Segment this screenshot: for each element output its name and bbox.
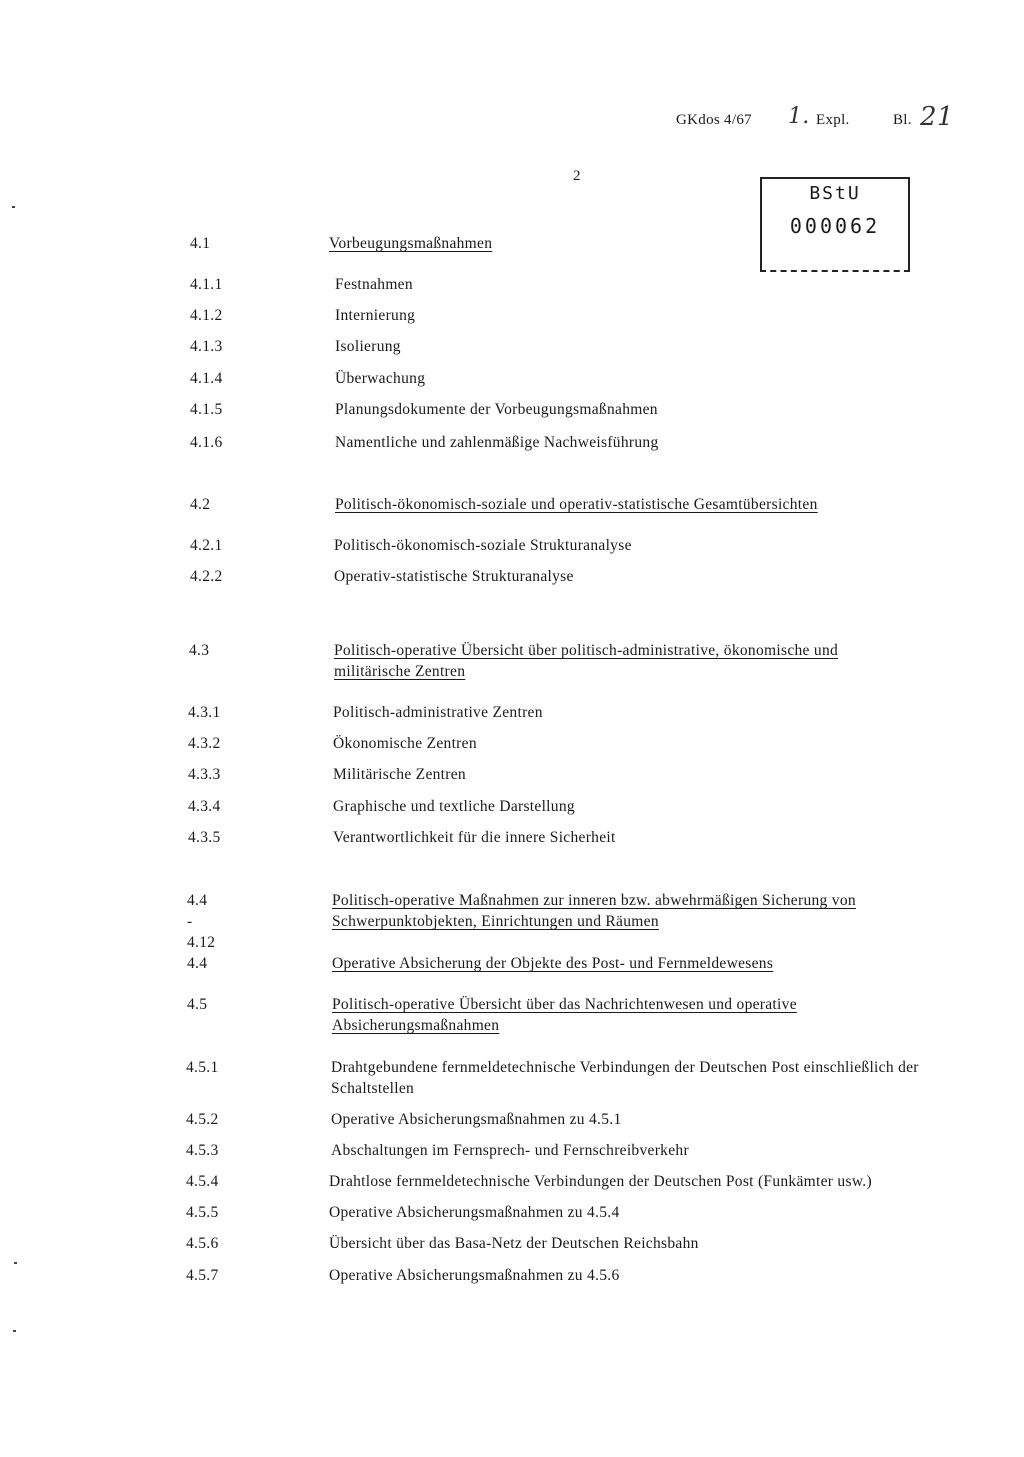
section-number: 4.5.7 — [186, 1267, 219, 1284]
section-number: 4.2.2 — [190, 568, 223, 585]
section-title: Operativ-statistische Strukturanalyse — [334, 568, 574, 585]
page-number: 2 — [573, 168, 581, 184]
section-number: 4.1.1 — [190, 276, 223, 293]
section-number: 4.5.5 — [186, 1204, 219, 1221]
section-number: 4.1.5 — [190, 401, 223, 418]
section-number: 4.3.4 — [188, 798, 221, 815]
section-title: Politisch-operative Übersicht über politisch-administrative, ökonomische und militärische Zentren — [334, 642, 839, 680]
section-number: 4.5.4 — [186, 1173, 219, 1190]
handwritten-copy-number: 1. — [788, 104, 810, 129]
section-number: 4.3 — [189, 642, 210, 659]
section-title: Abschaltungen im Fernsprech- und Fernschreibverkehr — [331, 1142, 689, 1159]
section-number: 4.1.4 — [190, 370, 223, 387]
document-reference: GKdos 4/67 — [676, 112, 752, 128]
section-number: 4.3.3 — [188, 766, 221, 783]
scan-speck — [12, 206, 15, 208]
section-number: 4.2.1 — [190, 537, 223, 554]
section-title: Operative Absicherung der Objekte des Post- und Fernmeldewesens — [332, 955, 774, 972]
section-number: 4.5.2 — [186, 1111, 219, 1128]
section-title: Politisch-operative Maßnahmen zur inneren bzw. abwehrmäßigen Sicherung von Schwerpunktobjekten, Einrichtungen und Räumen — [332, 892, 856, 930]
section-number: 4.3.5 — [188, 829, 221, 846]
section-number: 4.4 — [187, 955, 208, 972]
section-title: Isolierung — [335, 338, 401, 355]
section-title: Graphische und textliche Darstellung — [333, 798, 575, 815]
section-title: Drahtgebundene fernmeldetechnische Verbindungen der Deutschen Post einschließlich der Schaltstellen — [331, 1059, 919, 1097]
section-title: Politisch-ökonomisch-soziale und operativ-statistische Gesamtübersichten — [335, 496, 818, 513]
section-title: Planungsdokumente der Vorbeugungsmaßnahmen — [335, 401, 658, 418]
section-title: Überwachung — [335, 370, 426, 387]
section-title: Internierung — [335, 307, 416, 324]
section-number: 4.1 — [190, 235, 211, 252]
section-title: Politisch-operative Übersicht über das Nachrichtenwesen und operative Absicherungsmaßnahmen — [332, 996, 797, 1034]
stamp-number: 000062 — [789, 214, 881, 238]
section-title: Militärische Zentren — [333, 766, 466, 783]
section-title: Festnahmen — [335, 276, 413, 293]
section-number: 4.3.1 — [188, 704, 221, 721]
section-title: Drahtlose fernmeldetechnische Verbindungen der Deutschen Post (Funkämter usw.) — [329, 1173, 872, 1190]
section-title: Übersicht über das Basa-Netz der Deutschen Reichsbahn — [329, 1235, 699, 1252]
stamp-agency: BStU — [809, 183, 861, 204]
section-title: Ökonomische Zentren — [333, 735, 477, 752]
section-title: Namentliche und zahlenmäßige Nachweisführung — [335, 434, 659, 451]
section-number: 4.3.2 — [188, 735, 221, 752]
section-number: 4.1.3 — [190, 338, 223, 355]
section-number: 4.5.6 — [186, 1235, 219, 1252]
copy-label: Expl. — [816, 112, 850, 128]
section-title: Politisch-administrative Zentren — [333, 704, 543, 721]
section-number: 4.5 — [187, 996, 208, 1013]
section-number: 4.5.1 — [186, 1059, 219, 1076]
section-title: Verantwortlichkeit für die innere Sicherheit — [333, 829, 616, 846]
section-title: Vorbeugungsmaßnahmen — [329, 235, 493, 252]
section-number: 4.1.2 — [190, 307, 223, 324]
section-number: 4.1.6 — [190, 434, 223, 451]
section-number: 4.5.3 — [186, 1142, 219, 1159]
archive-stamp — [760, 177, 910, 272]
handwritten-sheet-number: 21 — [920, 102, 954, 132]
section-number: 4.4 - 4.12 — [187, 892, 216, 951]
sheet-label: Bl. — [893, 112, 912, 128]
section-title: Operative Absicherungsmaßnahmen zu 4.5.4 — [329, 1204, 620, 1221]
scan-speck — [13, 1330, 16, 1332]
section-title: Operative Absicherungsmaßnahmen zu 4.5.1 — [331, 1111, 622, 1128]
scan-speck — [14, 1262, 17, 1264]
section-number: 4.2 — [190, 496, 211, 513]
section-title: Operative Absicherungsmaßnahmen zu 4.5.6 — [329, 1267, 620, 1284]
section-title: Politisch-ökonomisch-soziale Strukturanalyse — [334, 537, 632, 554]
